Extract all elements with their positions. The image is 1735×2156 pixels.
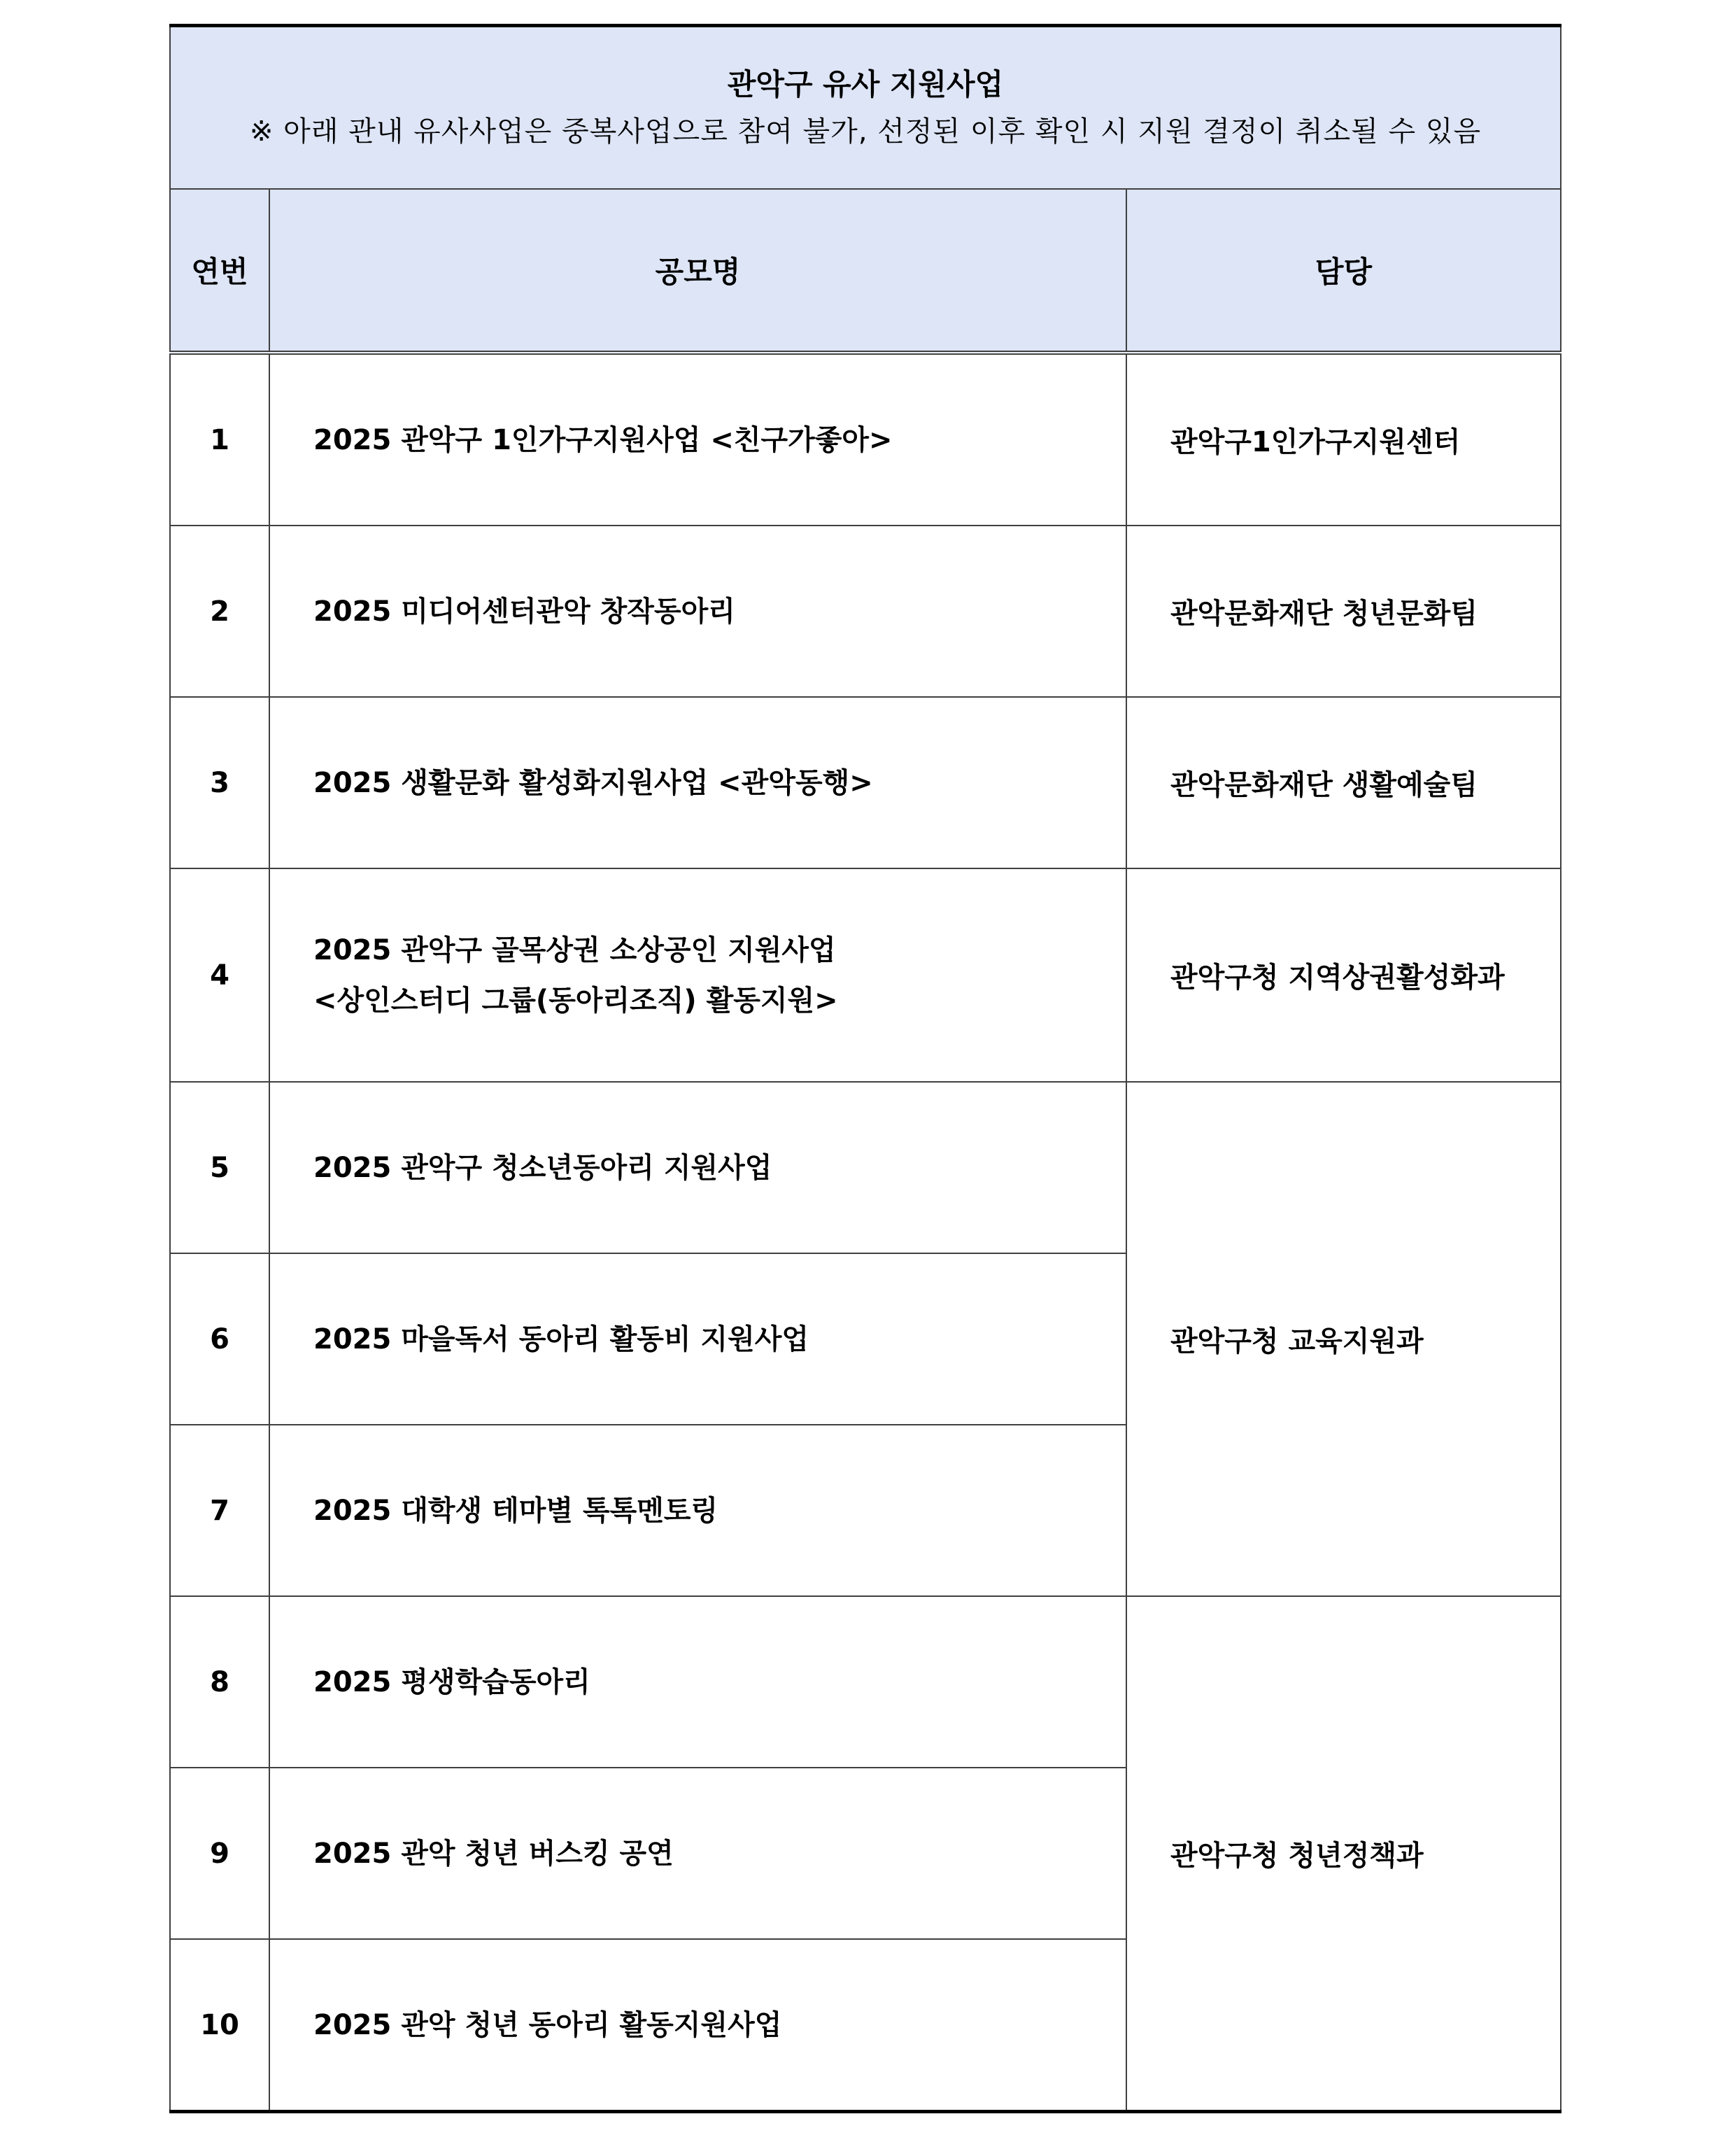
row-number: 9 bbox=[170, 1768, 269, 1939]
department: 관악구청 지역상권활성화과 bbox=[1126, 868, 1561, 1082]
column-header-num: 연번 bbox=[170, 189, 269, 353]
program-name-line-1: 2025 관악구 골목상권 소상공인 지원사업 bbox=[313, 933, 836, 966]
table-row bbox=[170, 1596, 1561, 1768]
row-number: 6 bbox=[170, 1253, 269, 1425]
table-row bbox=[170, 526, 1561, 697]
row-number: 3 bbox=[170, 697, 269, 868]
program-name: 2025 관악구 1인가구지원사업 <친구가좋아> bbox=[269, 353, 1126, 526]
title-cell bbox=[170, 26, 1561, 190]
program-name bbox=[269, 868, 1126, 1082]
program-name: 2025 관악 청년 동아리 활동지원사업 bbox=[269, 1939, 1126, 2112]
header-row bbox=[170, 189, 1561, 353]
program-name: 2025 관악구 청소년동아리 지원사업 bbox=[269, 1082, 1126, 1253]
table-note: ※ 아래 관내 유사사업은 중복사업으로 참여 불가, 선정된 이후 확인 시 지원 결정이 취소될 수 있음 bbox=[249, 115, 1482, 148]
department: 관악문화재단 청년문화팀 bbox=[1126, 526, 1561, 697]
program-name: 2025 관악 청년 버스킹 공연 bbox=[269, 1768, 1126, 1939]
department: 관악구1인가구지원센터 bbox=[1126, 353, 1561, 526]
program-name: 2025 미디어센터관악 창작동아리 bbox=[269, 526, 1126, 697]
program-name: 2025 대학생 테마별 톡톡멘토링 bbox=[269, 1425, 1126, 1596]
table-row bbox=[170, 697, 1561, 868]
row-number: 5 bbox=[170, 1082, 269, 1253]
row-number: 10 bbox=[170, 1939, 269, 2112]
title-row bbox=[170, 26, 1561, 190]
row-number: 7 bbox=[170, 1425, 269, 1596]
row-number: 2 bbox=[170, 526, 269, 697]
column-header-name: 공모명 bbox=[269, 189, 1126, 353]
row-number: 1 bbox=[170, 353, 269, 526]
column-header-dept: 담당 bbox=[1126, 189, 1561, 353]
program-name: 2025 평생학습동아리 bbox=[269, 1596, 1126, 1768]
table-row bbox=[170, 353, 1561, 526]
department: 관악구청 청년정책과 bbox=[1126, 1596, 1561, 2112]
department: 관악문화재단 생활예술팀 bbox=[1126, 697, 1561, 868]
row-number: 8 bbox=[170, 1596, 269, 1768]
table-row bbox=[170, 1082, 1561, 1253]
program-name: 2025 마을독서 동아리 활동비 지원사업 bbox=[269, 1253, 1126, 1425]
table-title: 관악구 유사 지원사업 bbox=[727, 67, 1004, 101]
department: 관악구청 교육지원과 bbox=[1126, 1082, 1561, 1596]
table-row bbox=[170, 868, 1561, 1082]
similar-programs-table bbox=[169, 24, 1562, 2113]
row-number: 4 bbox=[170, 868, 269, 1082]
program-name: 2025 생활문화 활성화지원사업 <관악동행> bbox=[269, 697, 1126, 868]
program-name-line-2: <상인스터디 그룹(동아리조직) 활동지원> bbox=[313, 984, 838, 1017]
